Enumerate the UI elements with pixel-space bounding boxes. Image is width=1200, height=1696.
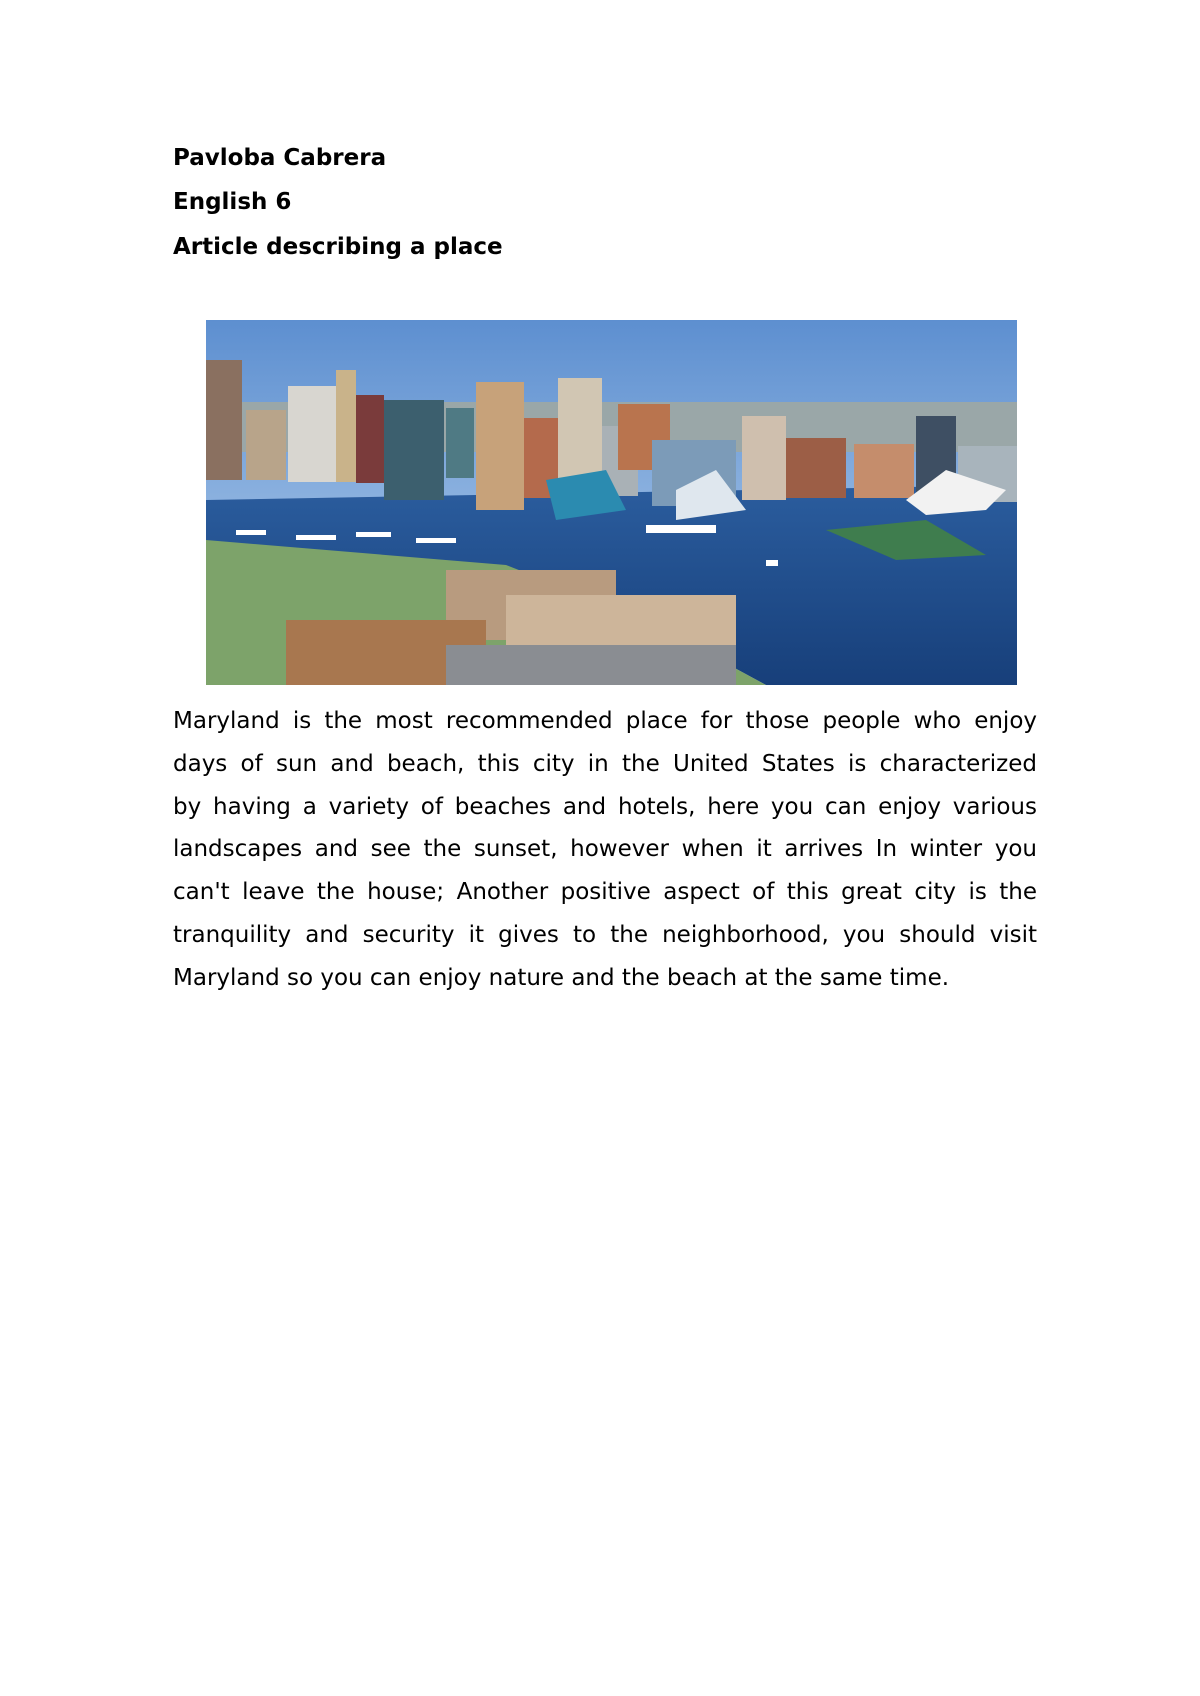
assignment-title: Article describing a place [173, 234, 503, 260]
city-harbor-photo [206, 320, 1017, 685]
article-line: Maryland is the most recommended place for those people who enjoy [173, 708, 1037, 734]
article-line: by having a variety of beaches and hotels, here you can enjoy various [173, 793, 1037, 820]
course-name: English 6 [173, 189, 292, 215]
article-line: Maryland so you can enjoy nature and the beach at the same time. [173, 964, 950, 991]
author-name: Pavloba Cabrera [173, 145, 387, 171]
article-body [173, 700, 1037, 1000]
article-line: can't leave the house; Another positive aspect of this great city is the [173, 879, 1037, 906]
article-line: tranquility and security it gives to the neighborhood, you should visit [173, 921, 1037, 948]
article-line: days of sun and beach, this city in the United States is characterized [173, 750, 1037, 777]
article-line: landscapes and see the sunset, however when it arrives In winter you [173, 836, 1037, 863]
